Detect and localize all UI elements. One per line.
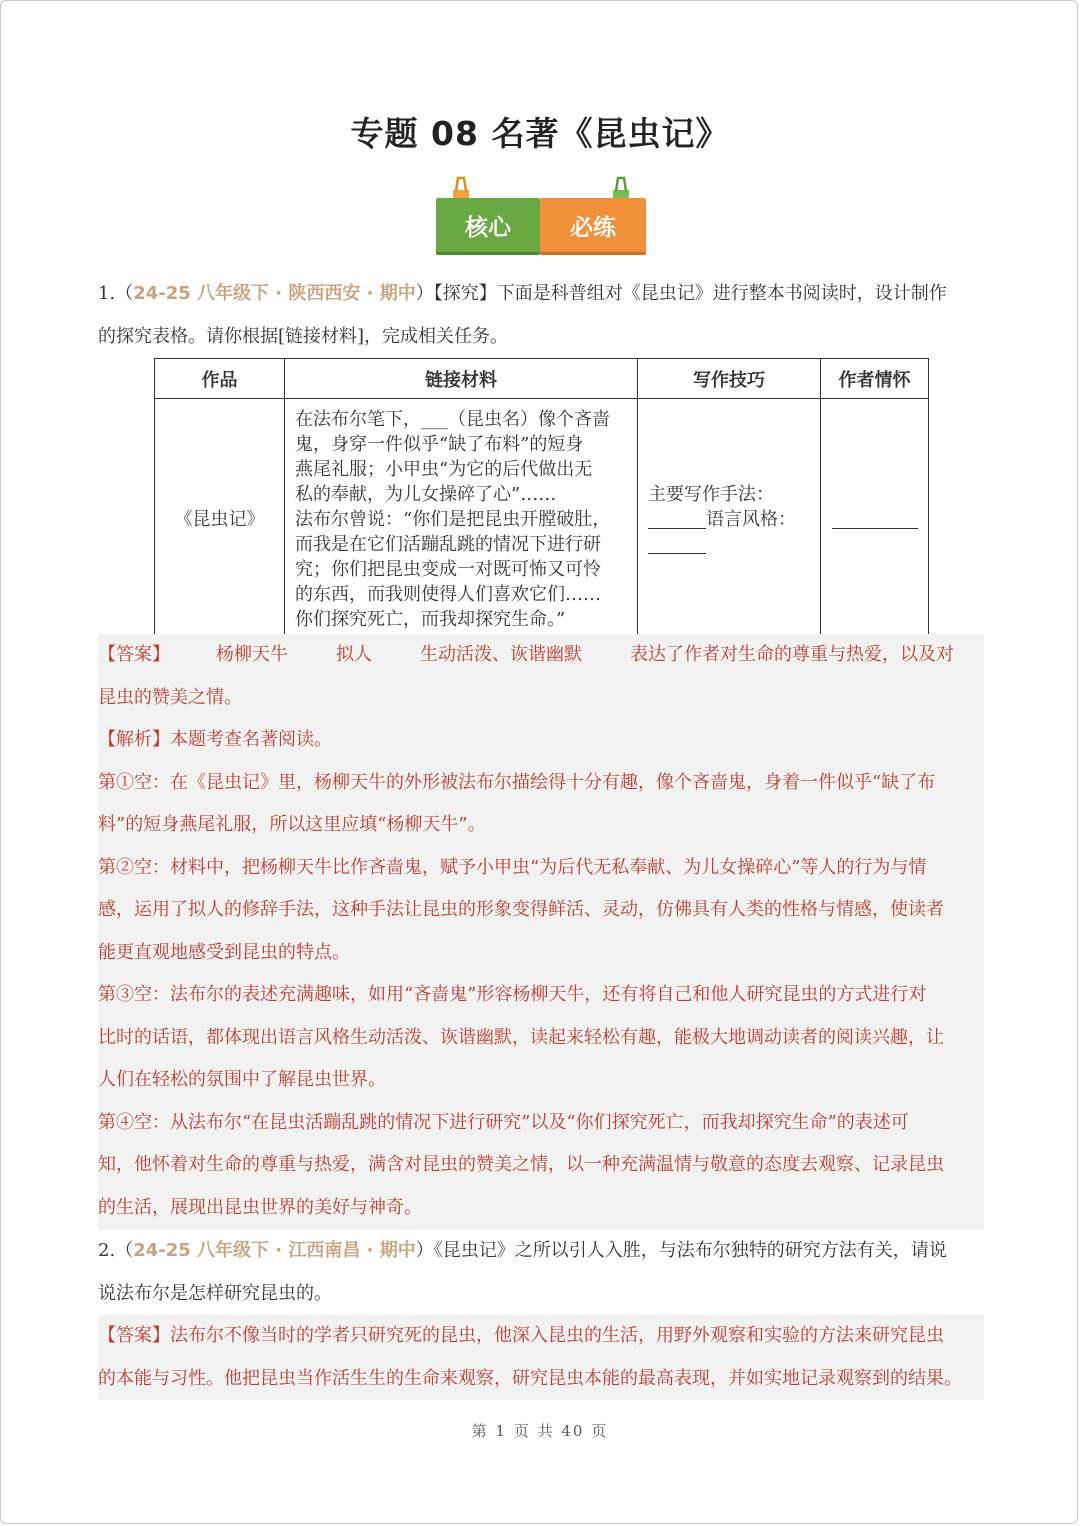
answer-text: 法布尔不像当时的学者只研究死的昆虫，他深入昆虫的生活，用野外观察和实验的方法来研究昆虫 (170, 1325, 944, 1346)
analysis-line: 的生活，展现出昆虫世界的美好与神奇。 (98, 1196, 422, 1218)
material-line: 的东西，而我则使得人们喜欢它们…… (295, 583, 601, 605)
inquiry-table (154, 358, 929, 639)
technique-label: 主要写作手法： (648, 483, 774, 505)
table-header: 写作技巧 (638, 359, 821, 399)
answer-row (98, 634, 984, 677)
question-number: 2.（ (98, 1240, 134, 1261)
table-header: 作者情怀 (821, 359, 929, 399)
answer-item: 表达了作者对生命的尊重与热爱，以及对 (630, 644, 954, 665)
analysis-line: 感，运用了拟人的修辞手法，这种手法让昆虫的形象变得鲜活、灵动，仿佛具有人类的性格与情感，使读者 (98, 899, 944, 920)
material-line: 究；你们把昆虫变成一对既可怖又可怜 (295, 558, 601, 580)
question-text: ）《昆虫记》之所以引人入胜，与法布尔独特的研究方法有关，请说 (415, 1240, 947, 1261)
answer-item: 拟人 (336, 644, 372, 665)
material-line: 私的奉献，为儿女操碎了心”…… (295, 483, 557, 505)
analysis-line: 第①空：在《昆虫记》里，杨柳天牛的外形被法布尔描绘得十分有趣，像个吝啬鬼，身着一件似乎“缺了布 (98, 771, 936, 793)
answer-blank (832, 508, 918, 529)
page-footer: 第 1 页 共 40 页 (471, 1422, 609, 1440)
answer-item: 生动活泼、诙谐幽默 (420, 644, 582, 665)
material-line: 法布尔曾说：“你们是把昆虫开膛破肚， (295, 508, 611, 530)
analysis-line: 第③空：法布尔的表述充满趣味，如用“吝啬鬼”形容杨柳天牛，还有将自己和他人研究昆虫的方式进行对 (98, 984, 927, 1005)
analysis-line: 人们在轻松的氛围中了解昆虫世界。 (98, 1069, 386, 1090)
material-line: 你们探究死亡，而我却探究生命。” (295, 608, 566, 630)
page-title: 专题 08 名著《昆虫记》 (350, 114, 730, 153)
answer-tag: 【答案】 (98, 644, 170, 665)
analysis-text: 本题考查名著阅读。 (170, 729, 332, 750)
answer-2 (98, 1315, 984, 1400)
analysis-tag: 【解析】 (98, 729, 170, 750)
question-source: 24-25 八年级下 · 江西南昌 · 期中 (133, 1240, 416, 1261)
answer-row (98, 1315, 984, 1358)
style-label: 语言风格： (706, 508, 796, 530)
analysis-line: 能更直观地感受到昆虫的特点。 (98, 941, 350, 963)
core-practice-badge (436, 176, 646, 256)
badge-practice: 必练 (540, 198, 646, 252)
answer-item: 杨柳天牛 (216, 644, 288, 665)
work-cell: 《昆虫记》 (155, 399, 285, 640)
question-text: 说法布尔是怎样研究昆虫的。 (98, 1282, 332, 1304)
analysis-line: 料”的短身燕尾礼服，所以这里应填“杨柳天牛”。 (98, 814, 486, 835)
answer-line: 的本能与习性。他把昆虫当作活生生的生命来观察，研究昆虫本能的最高表现，并如实地记录观察到的结果。 (98, 1367, 962, 1389)
answer-tag: 【答案】 (98, 1325, 170, 1346)
answer-1 (98, 634, 984, 1229)
material-line: 在法布尔笔下，___（昆虫名）像个吝啬 (295, 408, 610, 430)
question-2 (98, 1230, 984, 1315)
material-line: 鬼，身穿一件似乎“缺了布料”的短身 (295, 433, 584, 455)
answer-blank (648, 508, 706, 529)
table-header: 链接材料 (285, 359, 638, 399)
answer-line: 昆虫的赞美之情。 (98, 686, 242, 708)
material-line: 燕尾礼服；小甲虫“为它的后代做出无 (295, 458, 593, 480)
badge-core: 核心 (436, 198, 540, 252)
question-number: 1.（ (98, 283, 134, 304)
question-1 (98, 273, 984, 358)
analysis-line: 第②空：材料中，把杨柳天牛比作吝啬鬼，赋予小甲虫“为后代无私奉献、为儿女操碎心”等人的行为与情 (98, 856, 927, 878)
emotion-cell (821, 399, 929, 640)
analysis-line: 第④空：从法布尔“在昆虫活蹦乱跳的情况下进行研究”以及“你们探究死亡，而我却探究生命”的表述可 (98, 1111, 909, 1133)
question-text: ）【探究】下面是科普组对《昆虫记》进行整本书阅读时，设计制作 (415, 283, 947, 304)
analysis-row (98, 719, 984, 762)
technique-cell (638, 399, 821, 640)
analysis-line: 比时的话语，都体现出语言风格生动活泼、诙谐幽默，读起来轻松有趣，能极大地调动读者的阅读兴趣，让 (98, 1026, 944, 1048)
material-cell (285, 399, 638, 640)
analysis-line: 知，他怀着对生命的尊重与热爱，满含对昆虫的赞美之情，以一种充满温情与敬意的态度去观察、记录昆虫 (98, 1154, 944, 1175)
material-line: 而我是在它们活蹦乱跳的情况下进行研 (295, 533, 601, 555)
question-source: 24-25 八年级下 · 陕西西安 · 期中 (133, 283, 416, 304)
answer-blank (648, 533, 706, 554)
question-text: 的探究表格。请你根据[链接材料]，完成相关任务。 (98, 325, 509, 347)
table-header: 作品 (155, 359, 285, 399)
